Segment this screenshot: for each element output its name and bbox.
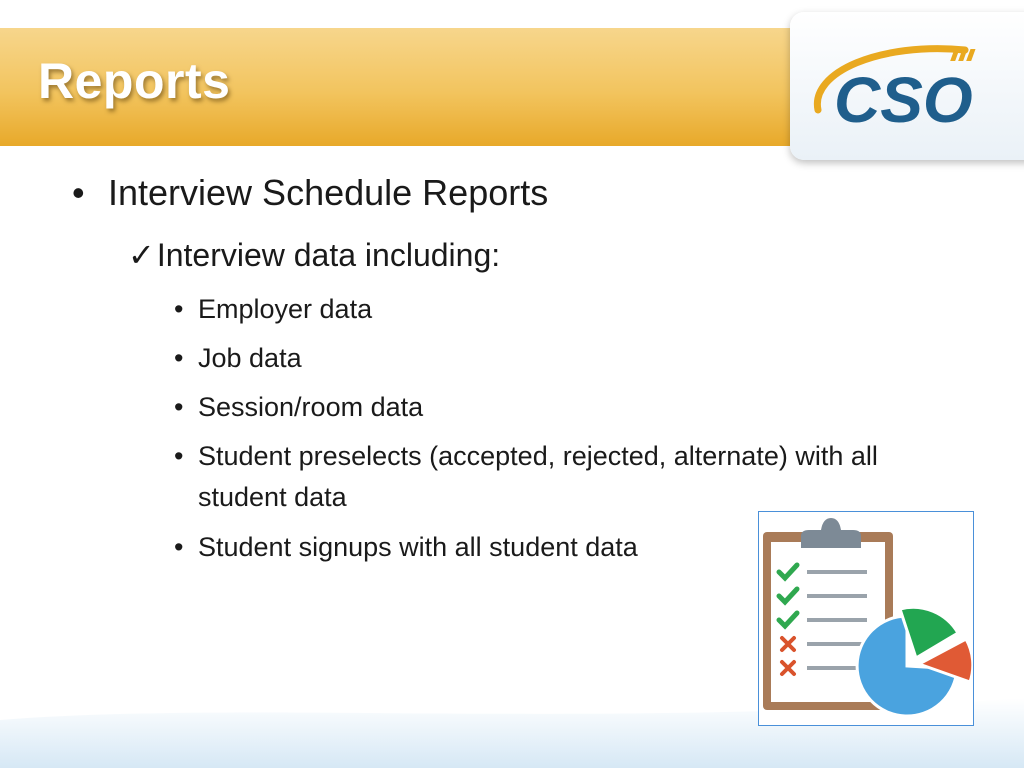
bullet-level1-text: Interview Schedule Reports [108,172,549,213]
list-item [174,387,894,428]
bullet-dot-icon: • [174,294,184,324]
bullet-level2-text: Interview data including: [156,237,501,273]
clipboard-checklist-pie-chart-icon [759,512,973,725]
list-item [174,289,894,330]
bullet-dot-icon: • [174,441,184,471]
logo-text: CSO [834,64,973,136]
bullet-dot-icon: • [174,343,184,373]
list-item [174,436,894,518]
slide-title: Reports [38,53,231,109]
list-item [174,338,894,379]
bullet-level2 [128,236,500,274]
bullet-dot-icon: • [72,172,85,213]
list-item-text: Job data [198,343,302,373]
logo-box [790,12,1024,160]
list-item-text: Student preselects (accepted, rejected, alternate) with all student data [198,441,878,512]
list-item-text: Employer data [198,294,373,324]
bullet-dot-icon: • [174,532,184,562]
cso-logo-icon [790,12,1024,160]
bullet-dot-icon: • [174,392,184,422]
list-item-text: Session/room data [198,392,424,422]
checkmark-icon: ✓ [128,237,155,273]
bullet-level1 [72,172,548,214]
list-item-text: Student signups with all student data [198,532,638,562]
clipboard-illustration [758,511,974,726]
